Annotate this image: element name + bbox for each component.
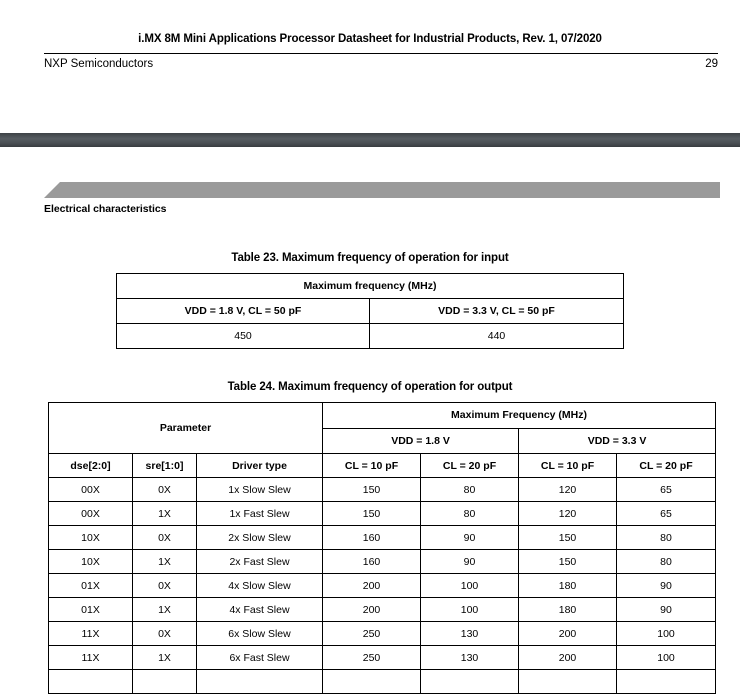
table-23-col-header-0: VDD = 1.8 V, CL = 50 pF [117, 299, 370, 324]
table-24-cell: 250 [323, 622, 421, 646]
table-24-cell: 100 [617, 622, 716, 646]
table-24-cell: 1x Fast Slew [197, 502, 323, 526]
table-23 [116, 273, 624, 349]
section-heading: Electrical characteristics [44, 203, 167, 215]
table-24-cell [519, 670, 617, 694]
table-24-cell: 0X [133, 478, 197, 502]
table-24-cell [421, 670, 519, 694]
table-24-cell: 150 [519, 526, 617, 550]
table-24-cell [617, 670, 716, 694]
page-number: 29 [705, 58, 718, 70]
table-24-cell [323, 670, 421, 694]
table-24-cell: 10X [49, 550, 133, 574]
table-24-cell: 1X [133, 502, 197, 526]
table-24-cell: 200 [519, 622, 617, 646]
table-24-col-header-4: CL = 20 pF [421, 454, 519, 478]
gray-banner-bar-wrapper [0, 182, 740, 198]
table-23-value-0: 450 [117, 324, 370, 349]
table-header-row [49, 454, 716, 478]
table-24-col-header-3: CL = 10 pF [323, 454, 421, 478]
table-row-truncated [49, 670, 716, 694]
table-24-cell: 4x Fast Slew [197, 598, 323, 622]
table-23-caption: Table 23. Maximum frequency of operation for input [231, 252, 509, 264]
table-24-cell: 01X [49, 598, 133, 622]
table-row [49, 598, 716, 622]
table-24-cell: 90 [617, 598, 716, 622]
table-24-cell: 150 [323, 502, 421, 526]
table-row [49, 502, 716, 526]
table-23-span-header: Maximum frequency (MHz) [117, 274, 624, 299]
table-24-cell: 80 [617, 526, 716, 550]
table-24-cell: 4x Slow Slew [197, 574, 323, 598]
table-24-vdd-header-0: VDD = 1.8 V [323, 428, 519, 454]
header-meta-row [0, 58, 740, 76]
table-24-cell: 160 [323, 526, 421, 550]
table-24-cell: 120 [519, 502, 617, 526]
table-24-cell: 80 [617, 550, 716, 574]
table-24-block [0, 381, 740, 694]
table-23-value-1: 440 [370, 324, 624, 349]
table-24-cell: 160 [323, 550, 421, 574]
table-24-cell: 2x Fast Slew [197, 550, 323, 574]
table-24-cell: 130 [421, 646, 519, 670]
table-23-wrapper [0, 273, 740, 349]
table-24-cell: 150 [323, 478, 421, 502]
table-24-cell: 100 [421, 574, 519, 598]
table-24-col-header-5: CL = 10 pF [519, 454, 617, 478]
table-24-cell: 65 [617, 478, 716, 502]
table-24 [48, 402, 716, 694]
table-24-cell: 90 [421, 550, 519, 574]
table-24-cell: 80 [421, 478, 519, 502]
table-23-block [0, 252, 740, 349]
table-24-cell: 100 [421, 598, 519, 622]
table-24-frequency-header: Maximum Frequency (MHz) [323, 403, 716, 429]
table-row [117, 274, 624, 299]
table-24-cell: 120 [519, 478, 617, 502]
table-24-cell: 200 [519, 646, 617, 670]
header-divider-rule [44, 53, 718, 54]
table-24-cell [197, 670, 323, 694]
table-24-cell: 80 [421, 502, 519, 526]
table-24-cell: 0X [133, 622, 197, 646]
table-row [49, 526, 716, 550]
table-24-cell [133, 670, 197, 694]
table-row [49, 550, 716, 574]
document-title: i.MX 8M Mini Applications Processor Datasheet for Industrial Products, Rev. 1, 07/2020 [138, 33, 602, 45]
table-row [49, 478, 716, 502]
page-header [0, 0, 740, 45]
table-24-cell: 1X [133, 646, 197, 670]
table-24-cell: 2x Slow Slew [197, 526, 323, 550]
table-24-cell: 1x Slow Slew [197, 478, 323, 502]
gray-banner-bar [0, 182, 740, 198]
table-24-cell: 00X [49, 502, 133, 526]
table-24-cell: 180 [519, 574, 617, 598]
table-24-cell: 0X [133, 526, 197, 550]
table-24-caption: Table 24. Maximum frequency of operation for output [227, 381, 513, 393]
table-row [49, 403, 716, 429]
table-23-col-header-1: VDD = 3.3 V, CL = 50 pF [370, 299, 624, 324]
table-24-cell: 00X [49, 478, 133, 502]
table-24-cell: 200 [323, 574, 421, 598]
table-24-cell: 11X [49, 646, 133, 670]
company-name: NXP Semiconductors [44, 58, 154, 70]
table-24-cell: 65 [617, 502, 716, 526]
table-row [117, 324, 624, 349]
table-row [49, 646, 716, 670]
table-24-cell: 10X [49, 526, 133, 550]
table-24-cell: 0X [133, 574, 197, 598]
table-24-cell: 11X [49, 622, 133, 646]
table-24-col-header-0: dse[2:0] [49, 454, 133, 478]
table-24-cell: 180 [519, 598, 617, 622]
table-24-cell: 6x Fast Slew [197, 646, 323, 670]
table-24-cell [49, 670, 133, 694]
table-24-cell: 90 [421, 526, 519, 550]
table-24-cell: 130 [421, 622, 519, 646]
table-24-col-header-6: CL = 20 pF [617, 454, 716, 478]
table-24-cell: 150 [519, 550, 617, 574]
table-24-col-header-2: Driver type [197, 454, 323, 478]
table-24-cell: 1X [133, 550, 197, 574]
table-row [117, 299, 624, 324]
table-24-cell: 6x Slow Slew [197, 622, 323, 646]
table-24-cell: 100 [617, 646, 716, 670]
table-24-vdd-header-1: VDD = 3.3 V [519, 428, 716, 454]
table-row [49, 622, 716, 646]
dark-banner-bar [0, 133, 740, 147]
table-24-cell: 200 [323, 598, 421, 622]
table-24-cell: 1X [133, 598, 197, 622]
table-24-cell: 250 [323, 646, 421, 670]
table-row [49, 574, 716, 598]
table-24-cell: 90 [617, 574, 716, 598]
table-24-parameter-header: Parameter [49, 403, 323, 454]
table-24-cell: 01X [49, 574, 133, 598]
table-24-col-header-1: sre[1:0] [133, 454, 197, 478]
